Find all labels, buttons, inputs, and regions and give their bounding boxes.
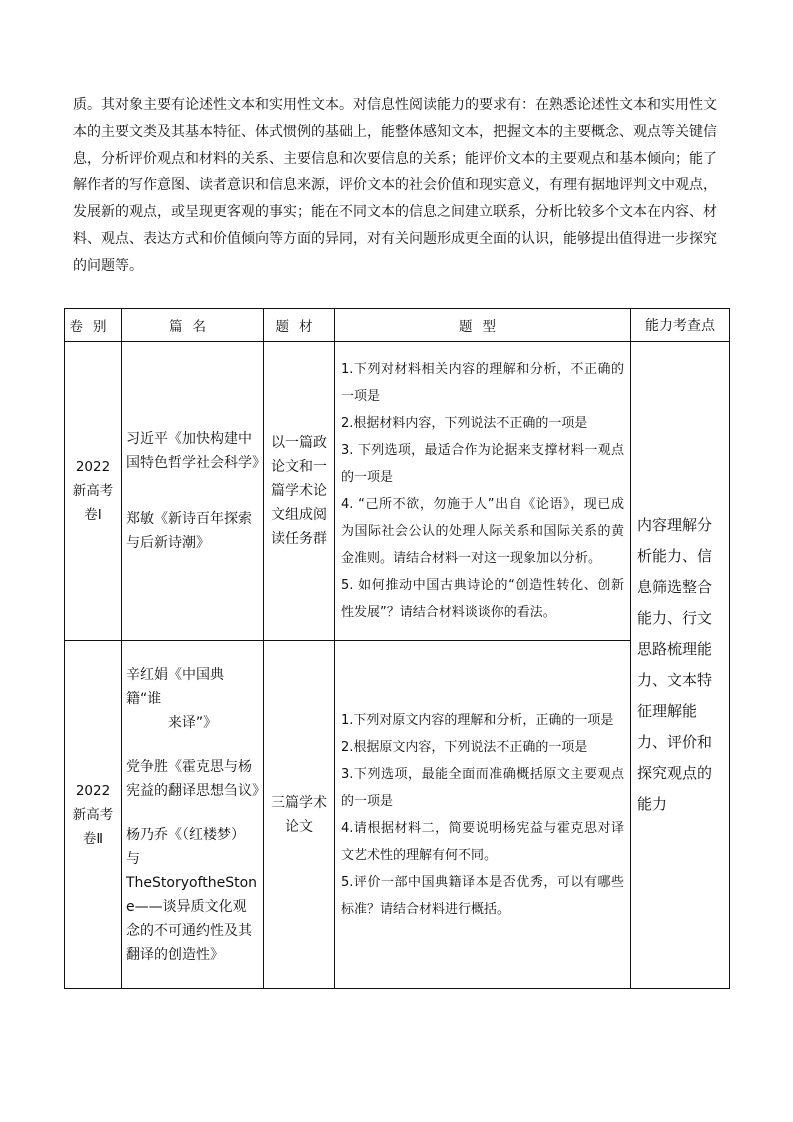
- header-pian: 篇名: [122, 309, 264, 342]
- question-item: 1.下列对原文内容的理解和分析，正确的一项是: [341, 712, 614, 728]
- article-title: 党争胜《霍克思与杨宪益的翻译思想刍议》: [126, 758, 266, 799]
- question-item: 3. 下列选项，最适合作为论据来支撑材料一观点的一项是: [341, 443, 624, 485]
- intro-line: 息，分析评价观点和材料的关系、主要信息和次要信息的关系；能评价文本的主要观点和基本倾向；能了: [73, 150, 717, 167]
- header-ticai: 题材: [264, 309, 335, 342]
- article-title: 杨乃乔《（红楼梦）: [126, 826, 245, 843]
- article-title: 辛红娟《中国典籍“谁: [126, 666, 224, 707]
- question-item: 2.根据材料内容，下列说法不正确的一项是: [341, 416, 588, 431]
- header-nengli: 能力考查点: [631, 309, 730, 342]
- pian-cell: [122, 641, 264, 989]
- juan-number: 卷Ⅱ: [82, 830, 104, 847]
- intro-line: 本的主要文类及其基本特征、体式惯例的基础上，能整体感知文本，把握文本的主要概念、观点等关键信: [73, 123, 717, 140]
- intro-line: 料、观点、表达方式和价值倾向等方面的异同，对有关问题形成更全面的认识，能够提出值得进一步探究: [73, 230, 717, 247]
- intro-paragraph: [73, 92, 725, 280]
- juan-year: 2022: [75, 459, 111, 475]
- article-title-cont: 来译”》: [167, 714, 218, 731]
- table-row: [65, 342, 730, 641]
- question-item: 2.根据原文内容，下列说法不正确的一项是: [341, 739, 588, 755]
- question-item: 5.评价一部中国典籍译本是否优秀，可以有哪些标准？请结合材料进行概括。: [341, 874, 624, 917]
- pian-cell: [122, 342, 264, 641]
- juan-year: 2022: [75, 782, 111, 799]
- question-item: 4. “己所不欲，勿施于人”出自《论语》，现已成为国际社会公认的处理人际关系和国际关系的黄金准则。请结合材料一对这一现象加以分析。: [341, 497, 624, 566]
- tixing-cell: [335, 641, 631, 989]
- article-title-cont: 与: [126, 850, 140, 867]
- exam-analysis-table: [64, 308, 730, 989]
- intro-line: 解作者的写作意图、读者意识和信息来源，评价文本的社会价值和现实意义，有理有据地评判文中观点，: [73, 177, 717, 194]
- juan-cell: [65, 342, 122, 641]
- question-item: 5. 如何推动中国古典诗论的“创造性转化、创新性发展”？请结合材料谈谈你的看法。: [341, 578, 624, 620]
- table-header-row: [65, 309, 730, 342]
- juan-number: 卷Ⅰ: [84, 507, 102, 523]
- question-item: 1.下列对材料相关内容的理解和分析，不正确的一项是: [341, 362, 624, 404]
- article-title-cont: TheStoryoftheStone——谈异质文化观念的不可通约性及其翻译的创造性》: [126, 874, 258, 963]
- question-item: 3.下列选项，最能全面而准确概括原文主要观点的一项是: [341, 766, 624, 809]
- header-juan: 卷别: [65, 309, 122, 342]
- article-title: 习近平《加快构建中国特色哲学社会科学》: [126, 431, 266, 471]
- intro-line: 发展新的观点，或呈现更客观的事实；能在不同文本的信息之间建立联系，分析比较多个文本在内容、材: [73, 204, 717, 221]
- intro-line: 质。其对象主要有论述性文本和实用性文本。对信息性阅读能力的要求有：在熟悉论述性文本和实用性文: [73, 97, 717, 113]
- table-row: [65, 641, 730, 989]
- intro-line: 的问题等。: [73, 257, 143, 274]
- nengli-cell: 内容理解分析能力、信息筛选整合能力、行文思路梳理能力、文本特征理解能力、评价和探究观点的能力: [631, 342, 730, 989]
- juan-type: 新高考: [72, 483, 114, 499]
- article-title: 郑敏《新诗百年探索与后新诗潮》: [126, 511, 252, 551]
- header-tixing: 题型: [335, 309, 631, 342]
- ticai-cell: 以一篇政论文和一篇学术论文组成阅读任务群: [264, 342, 335, 641]
- juan-cell: [65, 641, 122, 989]
- question-item: 4.请根据材料二，简要说明杨宪益与霍克思对译文艺术性的理解有何不同。: [341, 820, 624, 863]
- ticai-cell: 三篇学术论文: [264, 641, 335, 989]
- tixing-cell: [335, 342, 631, 641]
- juan-type: 新高考: [72, 806, 114, 823]
